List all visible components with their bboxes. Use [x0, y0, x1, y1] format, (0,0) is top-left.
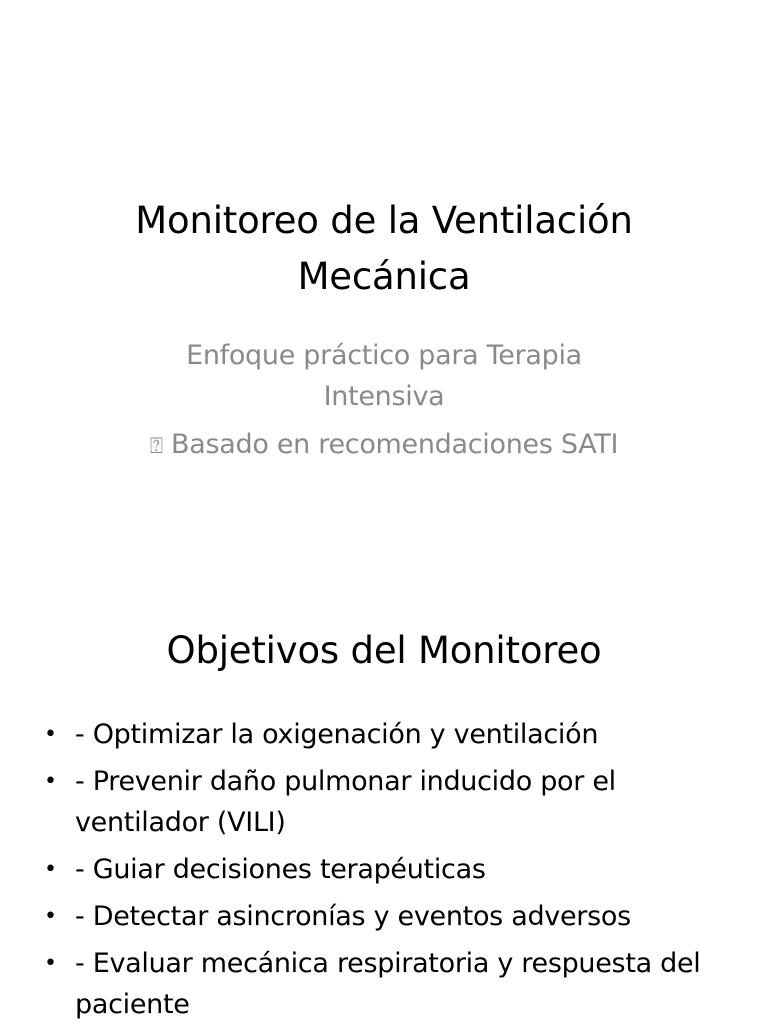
- list-item-text-continued: paciente: [75, 989, 190, 1020]
- presentation-title: [60, 193, 708, 305]
- list-item: [44, 761, 738, 843]
- bullet-icon: •: [44, 951, 57, 976]
- missing-glyph-icon: ⍰: [149, 434, 163, 459]
- list-item-text: - Prevenir daño pulmonar inducido por el: [75, 766, 616, 797]
- list-item-text: - Detectar asincronías y eventos adversos: [75, 901, 631, 932]
- list-item: [44, 849, 738, 890]
- list-item: [44, 714, 738, 755]
- list-item-text: - Optimizar la oxigenación y ventilación: [75, 719, 599, 750]
- bullet-icon: •: [44, 769, 57, 794]
- subtitle-line-3-text: Basado en recomendaciones SATI: [171, 429, 619, 460]
- objectives-slide: [0, 576, 768, 1024]
- list-item: [44, 896, 738, 937]
- title-line-2: Mecánica: [297, 255, 471, 298]
- objectives-title: Objetivos del Monitoreo: [166, 629, 602, 672]
- presentation-subtitle: [110, 335, 658, 467]
- subtitle-line-3: [110, 424, 658, 467]
- list-item: [44, 943, 738, 1025]
- bullet-icon: •: [44, 857, 57, 882]
- objectives-list: [44, 714, 738, 1031]
- bullet-icon: •: [44, 722, 57, 747]
- title-line-1: Monitoreo de la Ventilación: [135, 199, 633, 242]
- subtitle-line-2: Intensiva: [323, 381, 445, 412]
- list-item-text: - Evaluar mecánica respiratoria y respuesta del: [75, 948, 701, 979]
- subtitle-line-1: Enfoque práctico para Terapia: [186, 340, 582, 371]
- list-item-text-continued: ventilador (VILI): [75, 807, 286, 838]
- list-item-text: - Guiar decisiones terapéuticas: [75, 854, 486, 885]
- bullet-icon: •: [44, 904, 57, 929]
